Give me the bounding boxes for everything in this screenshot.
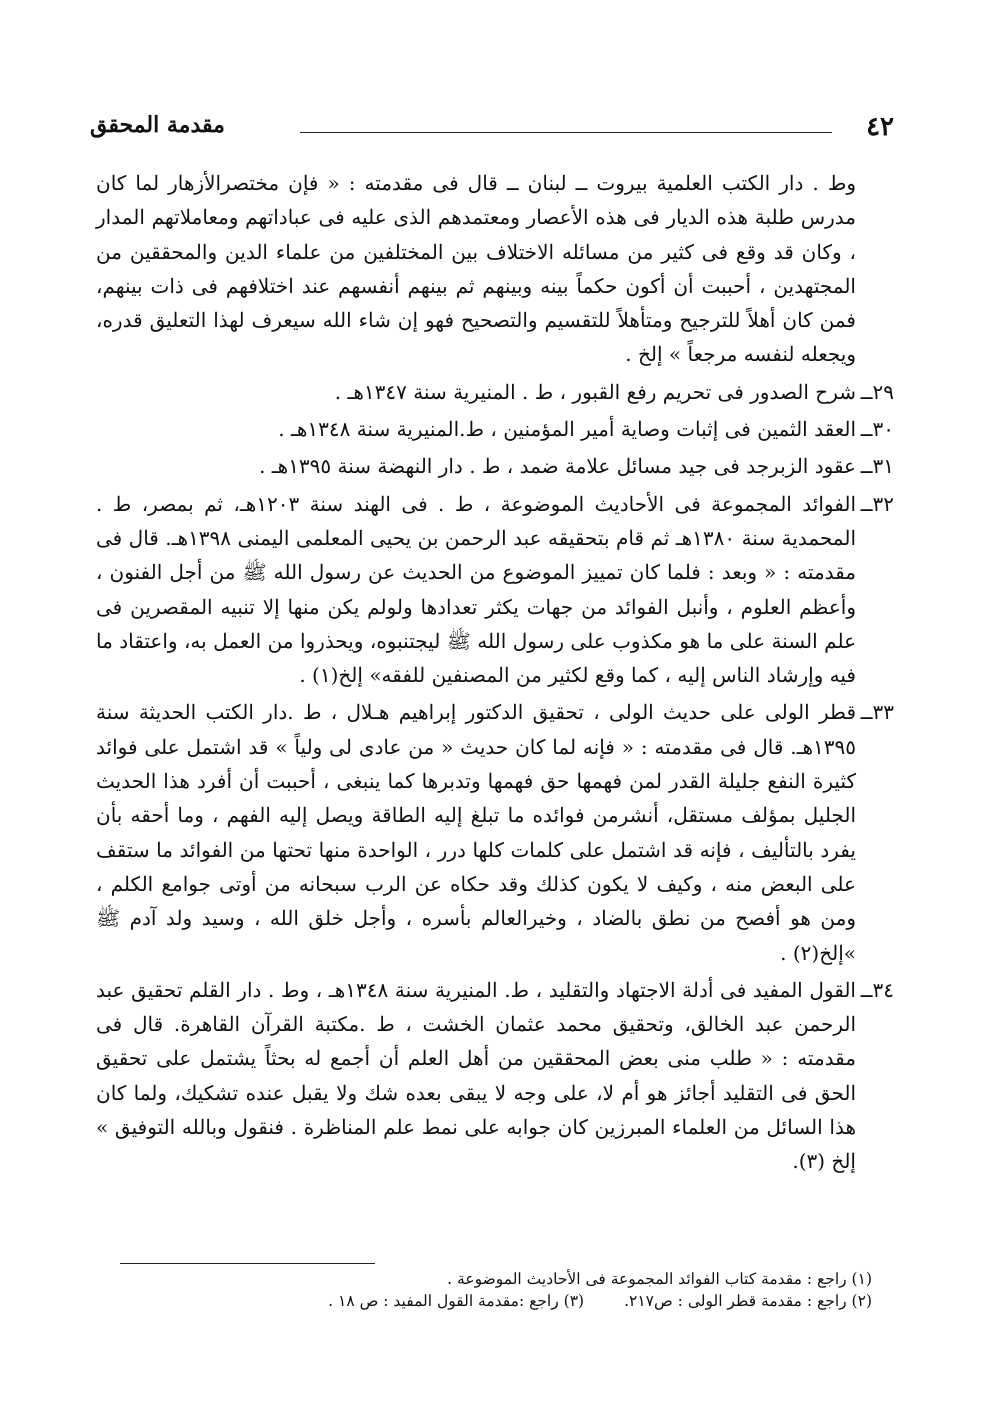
item-number: ٣٠ــ <box>860 417 894 442</box>
item-number: ٣٤ــ <box>860 977 894 1002</box>
list-item-30 <box>96 412 894 446</box>
item-text: العقد الثمين فى إثبات وصاية أمير المؤمنين ، ط.المنيرية سنة ١٣٤٨هـ . <box>278 417 856 442</box>
list-item-29 <box>96 375 894 409</box>
item-number: ٣١ــ <box>860 454 894 479</box>
footnote-2: (٢) راجع : مقدمة قطر الولى : ص٢١٧. <box>624 1292 872 1310</box>
footnote-1: (١) راجع : مقدمة كتاب الفوائد المجموعة فى الأحاديث الموضوعة . <box>447 1270 872 1288</box>
item-text: عقود الزبرجد فى جيد مسائل علامة ضمد ، ط . دار النهضة سنة ١٣٩٥هـ . <box>259 454 856 479</box>
item-number: ٣٢ــ <box>860 491 894 516</box>
item-text: القول المفيد فى أدلة الاجتهاد والتقليد ، ط. المنيرية سنة ١٣٤٨هـ ، وط . دار القلم تحقيق عبد الرحمن عبد الخالق، وتحقيق محمد عثمان الخشت ، ط .مكتبة القرآن القاهرة. قال فى مقدمته : « طلب منى بعض المحققين من أهل العلم أن أجمع له بحثاً يشتمل على تحقيق الحق فى التقليد أجائز هو أم لا، على وجه لا يبقى بعده شك ولا يقبل عنده تشكيك، ولما كان هذا السائل من العلماء المبرزين كان جوابه على نمط علم المناظرة . فنقول وبالله التوفيق » إلخ (٣). <box>96 977 856 1174</box>
page-header <box>90 110 894 150</box>
list-item-34 <box>96 973 894 1179</box>
main-text <box>96 166 894 1179</box>
footnotes <box>110 1268 872 1312</box>
list-item-31 <box>96 449 894 483</box>
item-number: ٣٣ــ <box>860 700 894 725</box>
page-number: ٤٢ <box>866 112 894 142</box>
item-text: الفوائد المجموعة فى الأحاديث الموضوعة ، ط . فى الهند سنة ١٢٠٣هـ، ثم بمصر، ط . المحمدية سنة ١٣٨٠هـ ثم قام بتحقيقه عبد الرحمن بن يحيى المعلمى اليمنى ١٣٩٨هـ. قال فى مقدمته : « وبعد : فلما كان تمييز الموضوع من الحديث عن رسول الله ﷺ من أجل الفنون ، وأعظم العلوم ، وأنبل الفوائد من جهات يكثر تعدادها ولولم يكن منها إلا تنبيه المقصرين فى علم السنة على ما هو مكذوب على رسول الله ﷺ ليجتنبوه، ويحذروا من العمل به، واعتقاد ما فيه وإرشاد الناس إليه ، كما وقع لكثير من المصنفين للفقه» إلخ(١) . <box>96 491 857 688</box>
intro-paragraph: وط . دار الكتب العلمية بيروت ــ لبنان ــ قال فى مقدمته : « فإن مختصرالأزهار لما كان مدرس طلبة هذه الديار فى هذه الأعصار ومعتمدهم الذى عليه فى عباداتهم ومعاملاتهم المدار ، وكان قد وقع فى كثير من مسائله الاختلاف بين المختلفين من علماء الدين والمحققين من المجتهدين ، أحببت أن أكون حكماً بينه وبينهم ثم بينهم أنفسهم عند اختلافهم فى ذات بينهم، فمن كان أهلاً للترجيح ومتأهلاً للتقسيم والتصحيح فهو إن شاء الله سيعرف لهذا التعليق قدره، ويجعله لنفسه مرجعاً » إلخ . <box>96 171 856 367</box>
item-text: شرح الصدور فى تحريم رفع القبور ، ط . المنيرية سنة ١٣٤٧هـ . <box>334 379 856 404</box>
footnote-line-2 <box>110 1290 872 1312</box>
footnote-3: (٣) راجع :مقدمة القول المفيد : ص ١٨ . <box>328 1292 585 1310</box>
footnote-rule <box>120 1263 375 1264</box>
running-title: مقدمة المحقق <box>90 112 225 138</box>
list-item-33 <box>96 695 894 969</box>
list-item-32 <box>96 487 894 693</box>
header-rule <box>300 132 832 133</box>
item-text: قطر الولى على حديث الولى ، تحقيق الدكتور إبراهيم هـلال ، ط .دار الكتب الحديثة سنة ١٣٩٥هـ. قال فى مقدمته : « فإنه لما كان حديث « من عادى لى ولياً » قد اشتمل على فوائد كثيرة النفع جليلة القدر لمن فهمها حق فهمها وتدبرها كما ينبغى ، أحببت أن أفرد هذا الحديث الجليل بمؤلف مستقل، أنشرمن فوائده ما تبلغ إليه الطاقة ويصل إليه الفهم ، وما أحقه بأن يفرد بالتأليف ، فإنه قد اشتمل على كلمات كلها درر ، الواحدة منها تحتها من الفوائد ما ستقف على البعض منه ، وكيف لا يكون كذلك وقد حكاه عن الرب سبحانه من أوتى جوامع الكلم ، ومن هو أفصح من نطق بالضاد ، وخيرالعالم بأسره ، وأجل خلق الله ، وسيد ولد آدم ﷺ »إلخ(٢) . <box>96 700 856 965</box>
item-number: ٢٩ــ <box>860 379 894 404</box>
